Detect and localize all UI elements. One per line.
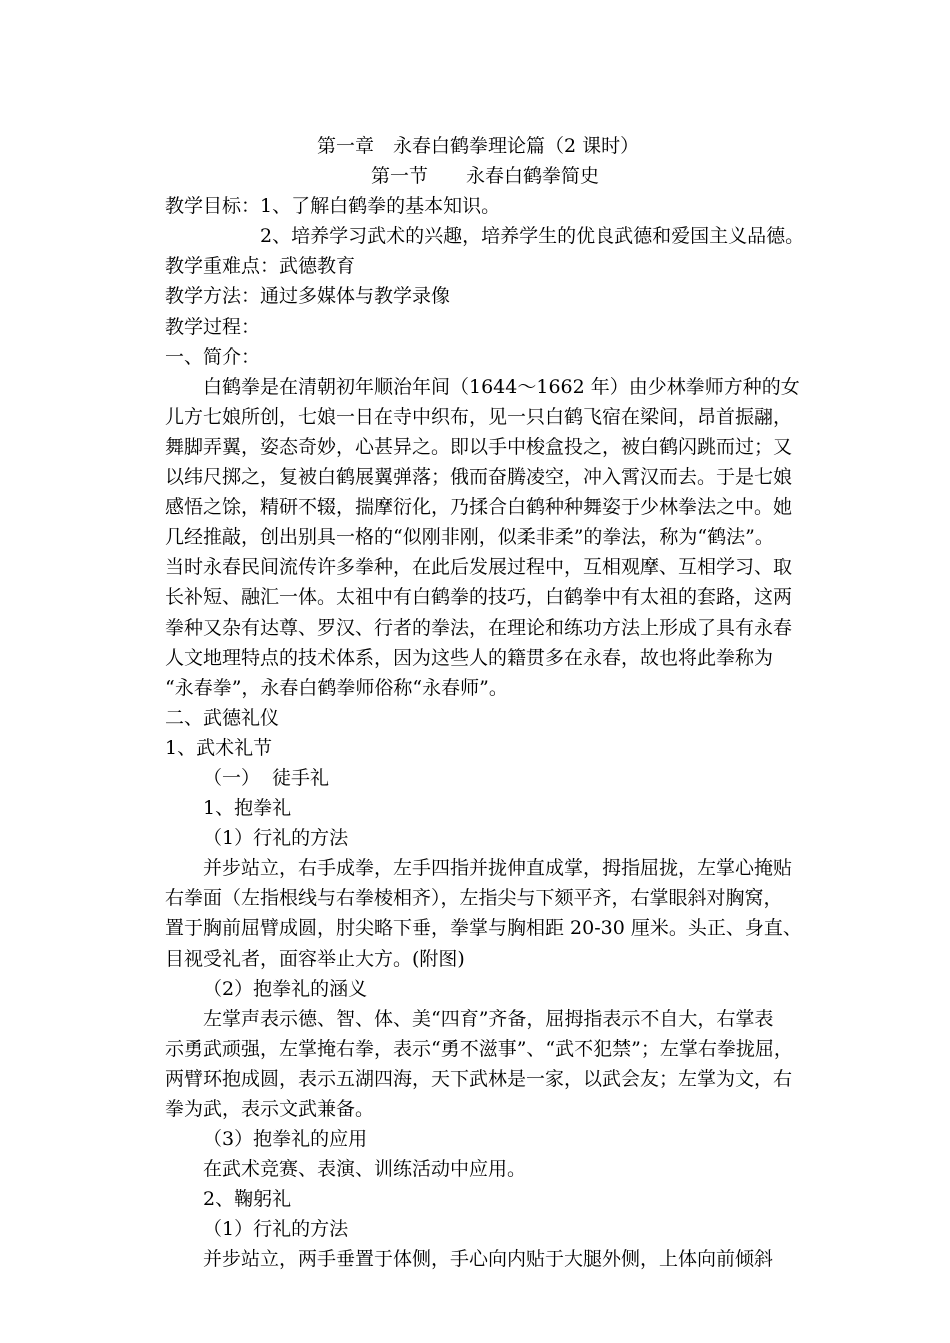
intro-line: 儿方七娘所创，七娘一日在寺中织布，见一只白鹤飞宿在梁间，昂首振翮， <box>165 405 793 428</box>
document-body <box>165 131 805 1275</box>
teaching-process: 教学过程： <box>165 315 261 338</box>
meaning-line: 拳为武，表示文武兼备。 <box>165 1098 375 1120</box>
heading-intro: 一、简介： <box>165 345 261 368</box>
intro-line: 当时永春民间流传许多拳种，在此后发展过程中，互相观摩、互相学习、取 <box>165 556 793 579</box>
intro-line: 以纬尺掷之，复被白鹤展翼弹落；俄而奋腾凌空，冲入霄汉而去。于是七娘 <box>165 466 793 489</box>
section-name: 永春白鹤拳简史 <box>466 165 600 188</box>
heading-bow: 2、鞠躬礼 <box>203 1188 292 1211</box>
teaching-method: 教学方法：通过多媒体与教学录像 <box>165 285 451 308</box>
method-2-line: 并步站立，两手垂置于体侧，手心向内贴于大腿外侧，上体向前倾斜 <box>203 1248 774 1271</box>
intro-line: 白鹤拳是在清朝初年顺治年间（1644～1662 年）由少林拳师方种的女 <box>203 375 800 398</box>
section-number: 第一节 <box>371 165 429 188</box>
heading-martial-ethics: 二、武德礼仪 <box>165 706 280 729</box>
heading-etiquette: 1、武术礼节 <box>165 736 273 759</box>
heading-meaning: （2）抱拳礼的涵义 <box>203 977 368 1000</box>
heading-application: （3）抱拳礼的应用 <box>203 1128 368 1151</box>
method-1-line: 并步站立，右手成拳，左手四指并拢伸直成掌，拇指屈拢，左掌心掩贴 <box>203 857 793 880</box>
intro-line: 人文地理特点的技术体系，因为这些人的籍贯多在永春，故也将此拳称为 <box>165 646 774 669</box>
intro-line: 几经推敲，创出别具一格的“似刚非刚，似柔非柔”的拳法，称为“鹤法”。 <box>165 526 774 549</box>
teaching-key-point: 教学重难点：武德教育 <box>165 255 356 278</box>
teaching-goal-1: 教学目标：1、了解白鹤拳的基本知识。 <box>165 195 501 218</box>
intro-line: 舞脚弄翼，姿态奇妙，心甚异之。即以手中梭盒投之，被白鹤闪跳而过；又 <box>165 435 793 458</box>
meaning-line: 左掌声表示德、智、体、美“四育”齐备，屈拇指表示不自大，右掌表 <box>203 1007 774 1030</box>
section-title <box>165 161 791 191</box>
heading-method-2: （1）行礼的方法 <box>203 1218 349 1241</box>
method-1-line: 置于胸前屈臂成圆，肘尖略下垂，拳掌与胸相距 20-30 厘米。头正、身直、 <box>165 917 802 940</box>
application-text: 在武术竞赛、表演、训练活动中应用。 <box>203 1158 527 1181</box>
intro-line: “永春拳”，永春白鹤拳师俗称“永春师”。 <box>165 676 508 699</box>
intro-line: 长补短、融汇一体。太祖中有白鹤拳的技巧，白鹤拳中有太祖的套路，这两 <box>165 586 793 609</box>
method-1-line: 右拳面（左指根线与右拳棱相齐），左指尖与下颏平齐，右掌眼斜对胸窝， <box>165 887 783 910</box>
bare-hand-title: 徒手礼 <box>272 766 330 789</box>
chapter-title: 第一章 永春白鹤拳理论篇（2 课时） <box>317 135 640 157</box>
method-1-line: 目视受礼者，面容举止大方。(附图) <box>165 947 465 970</box>
bare-hand-number: （一） <box>203 766 261 789</box>
heading-method-1: （1）行礼的方法 <box>203 827 349 850</box>
intro-line: 感悟之馀，精研不辍，揣摩衍化，乃揉合白鹤种种舞姿于少林拳法之中。她 <box>165 496 793 519</box>
heading-bare-hand <box>165 763 791 793</box>
meaning-line: 示勇武顽强，左掌掩右拳，表示“勇不滋事”、“武不犯禁”；左掌右拳拢屈， <box>165 1037 793 1060</box>
meaning-line: 两臂环抱成圆，表示五湖四海，天下武林是一家，以武会友；左掌为文，右 <box>165 1067 793 1090</box>
heading-fist-salute: 1、抱拳礼 <box>203 797 292 820</box>
intro-line: 拳种又杂有达尊、罗汉、行者的拳法，在理论和练功方法上形成了具有永春 <box>165 616 793 639</box>
teaching-goal-2: 2、培养学习武术的兴趣，培养学生的优良武德和爱国主义品德。 <box>260 225 805 248</box>
